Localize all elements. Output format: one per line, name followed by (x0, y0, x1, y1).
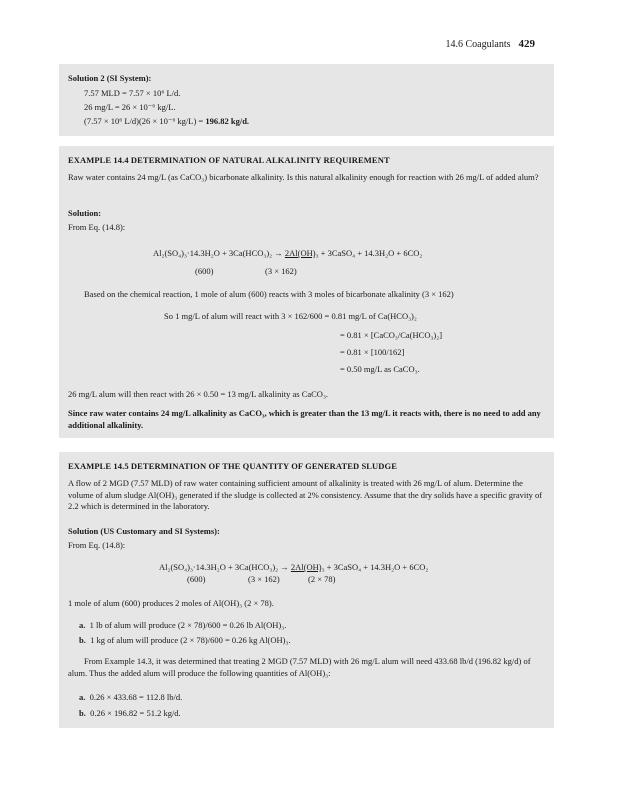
example-14-4-based: Based on the chemical reaction, 1 mole of alum (600) reacts with 3 moles of bicarbonate alkalinity (3 × 162) (84, 289, 454, 299)
example-14-4-calc-2: = 0.81 × [CaCO₃/Ca(HCO₃)₂] (340, 330, 443, 340)
example-14-4-result: 26 mg/L alum will then react with 26 × 0.50 = 13 mg/L alkalinity as CaCO₃. (68, 389, 329, 399)
solution-2-line-3: (7.57 × 10⁶ L/d)(26 × 10⁻⁶ kg/L) = 196.82 kg/d. (84, 116, 250, 126)
solution-2-line-2: 26 mg/L = 26 × 10⁻⁶ kg/L. (84, 102, 176, 112)
example-14-4-solution-label: Solution: (68, 208, 102, 218)
example-14-4-mw-bicarbonate: (3 × 162) (265, 266, 297, 276)
solution-2-box (59, 64, 554, 136)
example-14-5-problem: A flow of 2 MGD (7.57 MLD) of raw water containing sufficient amount of alkalinity is treated with 26 mg/L of alum. Determine the volume of alum sludge Al(OH)₃ generated if the sludge is collected at 2% consistency. Assume that the dry solids have a specific gravity of 2.2 which is determined in the laboratory. (68, 478, 543, 511)
example-14-4-calc-4: = 0.50 mg/L as CaCO₃. (340, 364, 420, 374)
example-14-5-mw-hydroxide: (2 × 78) (308, 574, 336, 584)
solution-2-line-1: 7.57 MLD = 7.57 × 10⁶ L/d. (84, 88, 181, 98)
example-14-5-solution-label: Solution (US Customary and SI Systems): (68, 526, 220, 536)
example-14-5-from-eq: From Eq. (14.8): (68, 540, 126, 550)
example-14-5-mw-bicarbonate: (3 × 162) (248, 574, 280, 584)
example-14-5-item-a2: a. 0.26 × 433.68 = 112.8 lb/d. (79, 692, 183, 702)
example-14-4-from-eq: From Eq. (14.8): (68, 222, 126, 232)
example-14-4-title: EXAMPLE 14.4 DETERMINATION OF NATURAL ALKALINITY REQUIREMENT (68, 155, 390, 165)
section-title: 14.6 Coagulants (445, 39, 511, 50)
example-14-5-mole: 1 mole of alum (600) produces 2 moles of Al(OH)₃ (2 × 78). (68, 598, 274, 608)
solution-2-heading: Solution 2 (SI System): (68, 73, 152, 83)
example-14-5-title: EXAMPLE 14.5 DETERMINATION OF THE QUANTITY OF GENERATED SLUDGE (68, 461, 398, 471)
example-14-5-from-example: From Example 14.3, it was determined that treating 2 MGD (7.57 MLD) with 26 mg/L alum will need 433.68 lb/d (196.82 kg/d) of alum. Thus the added alum will produce the following quantities of Al(OH)₃: (68, 656, 531, 678)
example-14-5-item-b2: b. 0.26 × 196.82 = 51.2 kg/d. (79, 708, 181, 718)
example-14-4-problem: Raw water contains 24 mg/L (as CaCO₃) bicarbonate alkalinity. Is this natural alkalinity enough for reaction with 26 mg/L of added alum? (68, 172, 539, 182)
example-14-4-calc-3: = 0.81 × [100/162] (340, 347, 405, 357)
example-14-5-mw-alum: (600) (187, 574, 206, 584)
running-header (446, 38, 536, 50)
example-14-4-calc-1: So 1 mg/L of alum will react with 3 × 162/600 = 0.81 mg/L of Ca(HCO₃)₂ (164, 311, 417, 321)
example-14-5-item-a: a. 1 lb of alum will produce (2 × 78)/600 = 0.26 lb Al(OH)₃. (79, 620, 287, 630)
example-14-5-box (59, 452, 554, 728)
example-14-4-equation: Al₂(SO₄)₃·14.3H₂O + 3Ca(HCO₃)₂ → 2Al(OH)₃ + 3CaSO₄ + 14.3H₂O + 6CO₂ (153, 248, 423, 258)
example-14-5-item-b: b. 1 kg of alum will produce (2 × 78)/600 = 0.26 kg Al(OH)₃. (79, 635, 291, 645)
page-number: 429 (518, 38, 535, 50)
example-14-4-mw-alum: (600) (195, 266, 214, 276)
example-14-5-equation: Al₂(SO₄)₃·14.3H₂O + 3Ca(HCO₃)₂ → 2Al(OH)₃ + 3CaSO₄ + 14.3H₂O + 6CO₂ (159, 562, 429, 572)
example-14-4-conclusion: Since raw water contains 24 mg/L alkalinity as CaCO₃, which is greater than the 13 mg/L it reacts with, there is no need to add any additional alkalinity. (68, 408, 541, 430)
example-14-4-box (59, 146, 554, 438)
